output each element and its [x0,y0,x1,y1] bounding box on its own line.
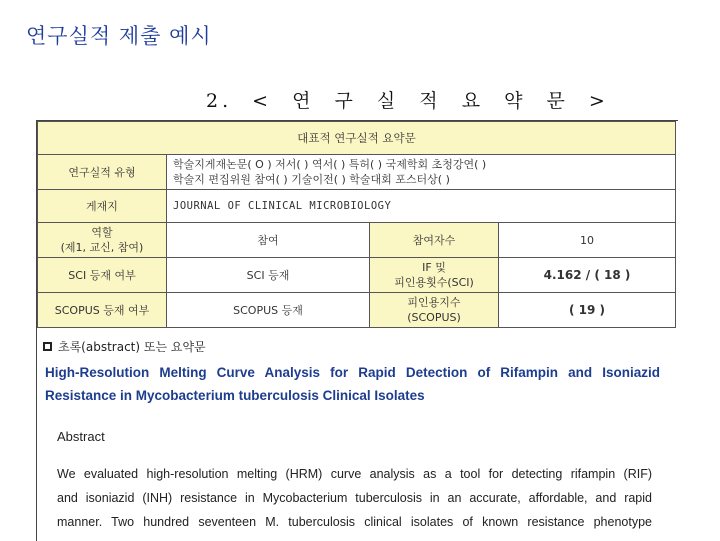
abstract-section-heading-text: 초록(abstract) 또는 요약문 [58,340,206,354]
label-role [38,223,167,258]
label-if-citations [370,258,499,293]
table-row-scopus [38,293,676,328]
label-scopus: SCOPUS 등재 여부 [38,293,167,328]
square-bullet-icon [43,342,52,351]
abstract-label: Abstract [57,429,105,444]
value-if-citations: 4.162 / ( 18 ) [499,258,676,293]
abstract-line-1: We evaluated high-resolution melting (HRM) curve analysis as a tool for detecting rifampin (RIF) [57,467,652,481]
role-label-line-2: (제1, 교신, 참여) [60,241,144,254]
value-scopus-citations: ( 19 ) [499,293,676,328]
value-achievement-type [167,155,676,190]
document-page [36,120,678,541]
if-label-line-2: 피인용횟수(SCI) [394,276,474,289]
table-row-sci [38,258,676,293]
scopus-label-line-1: 피인용지수 [407,296,461,309]
label-participants: 참여자수 [370,223,499,258]
value-sci: SCI 등재 [167,258,370,293]
paper-title-line-2: Resistance in Mycobacterium tuberculosis Clinical Isolates [45,388,425,403]
role-label-line-1: 역할 [91,226,113,239]
slide-title: 연구실적 제출 예시 [26,24,212,48]
table-row-role [38,223,676,258]
value-scopus: SCOPUS 등재 [167,293,370,328]
value-journal: JOURNAL OF CLINICAL MICROBIOLOGY [167,190,676,223]
summary-table [37,121,676,328]
table-row-type [38,155,676,190]
paper-title-line-1: High-Resolution Melting Curve Analysis for Rapid Detection of Rifampin and Isoniazid [45,365,660,380]
table-row-journal [38,190,676,223]
table-banner-row [38,122,676,155]
value-role: 참여 [167,223,370,258]
achievement-type-line-2: 학술지 편집위원 참여( ) 기술이전( ) 학술대회 포스터상( ) [173,173,450,186]
section-heading: 2. < 연 구 실 적 요 약 문 > [206,90,609,112]
label-scopus-citations [370,293,499,328]
abstract-line-2: and isoniazid (INH) resistance in Mycobacterium tuberculosis in an accurate, affordable, and rapid [57,491,652,505]
abstract-section-heading [43,338,678,355]
abstract-body [57,462,652,534]
paper-title [45,361,660,407]
if-label-line-1: IF 및 [422,261,446,274]
abstract-line-3: manner. Two hundred seventeen M. tuberculosis clinical isolates of known resistance phenotype [57,515,652,529]
scopus-label-line-2: (SCOPUS) [407,311,461,324]
label-journal: 게재지 [38,190,167,223]
value-participants: 10 [499,223,676,258]
achievement-type-line-1: 학술지게재논문( O ) 저서( ) 역서( ) 특허( ) 국제학회 초청강연( ) [173,158,487,171]
label-sci: SCI 등재 여부 [38,258,167,293]
label-achievement-type: 연구실적 유형 [38,155,167,190]
table-banner: 대표적 연구실적 요약문 [38,122,676,155]
